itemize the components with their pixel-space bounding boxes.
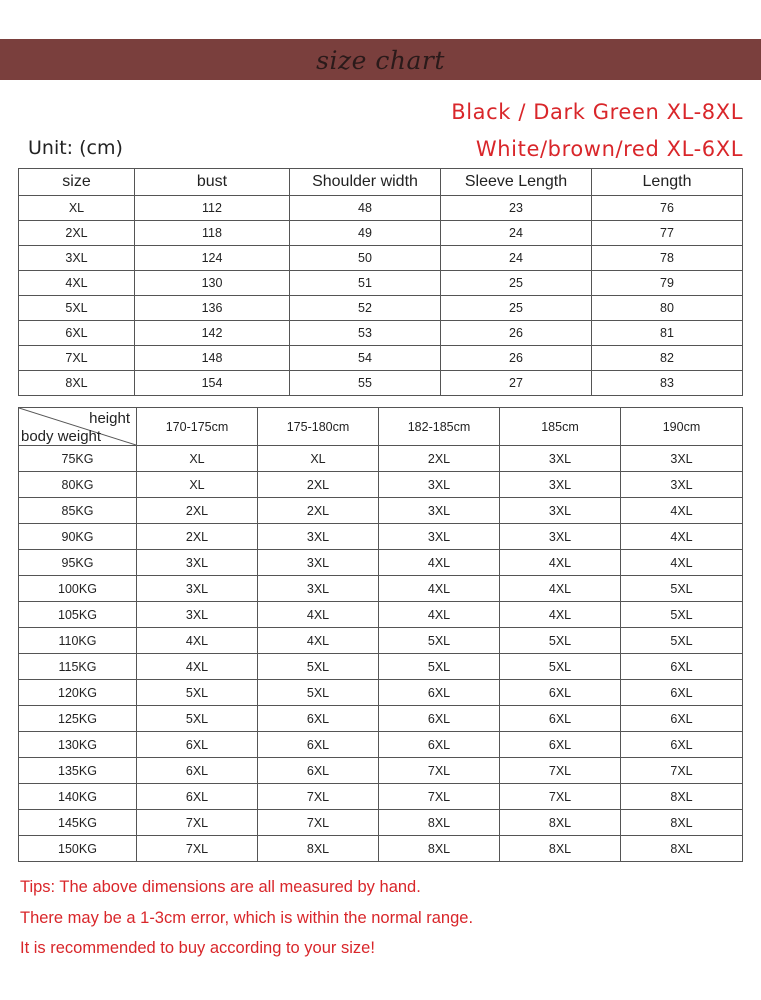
height-header-cell: 185cm [500,408,621,446]
table-row [19,346,743,371]
table-row [19,628,743,654]
size-recommendation-cell: XL [258,446,379,472]
weight-label-cell: 115KG [19,654,137,680]
tip-line-3: It is recommended to buy according to your size! [20,939,375,957]
weight-label-cell: 100KG [19,576,137,602]
size-table-cell: 136 [135,296,290,321]
unit-label: Unit: (cm) [28,137,123,159]
size-recommendation-cell: XL [137,446,258,472]
size-recommendation-cell: 6XL [137,732,258,758]
size-recommendation-cell: 8XL [379,810,500,836]
size-recommendation-cell: 4XL [621,550,743,576]
size-recommendation-cell: 5XL [258,654,379,680]
size-table-cell: 49 [290,221,441,246]
size-recommendation-cell: 3XL [621,446,743,472]
size-table-cell: 25 [441,271,592,296]
size-recommendation-cell: 8XL [379,836,500,862]
table-row [19,550,743,576]
size-table-cell: 4XL [19,271,135,296]
size-recommendation-cell: 5XL [379,628,500,654]
height-header-cell: 170-175cm [137,408,258,446]
size-recommendation-cell: 8XL [258,836,379,862]
size-table-cell: 2XL [19,221,135,246]
size-recommendation-cell: 6XL [137,784,258,810]
weight-label-cell: 95KG [19,550,137,576]
size-measurement-table [18,168,743,396]
size-table-cell: 118 [135,221,290,246]
size-recommendation-cell: 7XL [258,810,379,836]
size-table-cell: 5XL [19,296,135,321]
tip-line-2: There may be a 1-3cm error, which is within the normal range. [20,909,474,927]
size-table-cell: 77 [592,221,743,246]
tip-line-1: Tips: The above dimensions are all measured by hand. [20,878,421,896]
size-table-cell: 26 [441,321,592,346]
size-recommendation-cell: 6XL [137,758,258,784]
size-table-cell: 52 [290,296,441,321]
size-table-cell: 27 [441,371,592,396]
size-table-cell: 76 [592,196,743,221]
size-recommendation-cell: 6XL [621,654,743,680]
size-table-cell: 124 [135,246,290,271]
weight-label-cell: 75KG [19,446,137,472]
weight-label-cell: 85KG [19,498,137,524]
size-recommendation-cell: 4XL [621,524,743,550]
size-recommendation-cell: 2XL [379,446,500,472]
size-recommendation-cell: 8XL [621,810,743,836]
size-recommendation-cell: 6XL [258,706,379,732]
size-table-header-cell: Length [592,169,743,196]
weight-table-header [19,408,743,446]
table-row [19,321,743,346]
size-table-header-cell: Shoulder width [290,169,441,196]
size-table-cell: 26 [441,346,592,371]
size-recommendation-cell: 2XL [137,498,258,524]
size-table-cell: 53 [290,321,441,346]
table-row [19,576,743,602]
size-table-cell: 48 [290,196,441,221]
size-table-header [19,169,743,196]
size-recommendation-cell: 6XL [379,680,500,706]
color-note-light: White/brown/red XL-6XL [475,137,743,161]
weight-label-cell: 135KG [19,758,137,784]
weight-label-cell: 150KG [19,836,137,862]
table-row [19,446,743,472]
weight-label-cell: 80KG [19,472,137,498]
table-row [19,221,743,246]
size-recommendation-cell: 4XL [500,602,621,628]
weight-label-cell: 130KG [19,732,137,758]
size-recommendation-cell: 4XL [500,576,621,602]
table-row [19,654,743,680]
size-recommendation-cell: 4XL [258,628,379,654]
size-recommendation-cell: 3XL [137,576,258,602]
size-recommendation-cell: 2XL [258,472,379,498]
size-table-cell: 148 [135,346,290,371]
size-table-cell: 112 [135,196,290,221]
table-row [19,836,743,862]
size-table-cell: 55 [290,371,441,396]
size-table-cell: 130 [135,271,290,296]
table-row [19,246,743,271]
color-note-dark: Black / Dark Green XL-8XL [451,100,743,124]
weight-label-cell: 125KG [19,706,137,732]
weight-label-cell: 145KG [19,810,137,836]
size-recommendation-cell: 8XL [500,836,621,862]
size-recommendation-cell: 3XL [137,602,258,628]
size-recommendation-cell: 7XL [621,758,743,784]
weight-label-cell: 120KG [19,680,137,706]
size-recommendation-cell: 4XL [379,576,500,602]
size-table-cell: 6XL [19,321,135,346]
size-recommendation-cell: 3XL [500,498,621,524]
size-recommendation-cell: 7XL [137,810,258,836]
size-recommendation-cell: 3XL [500,446,621,472]
table-row [19,296,743,321]
size-recommendation-cell: 5XL [379,654,500,680]
size-table-cell: XL [19,196,135,221]
size-recommendation-cell: 3XL [258,550,379,576]
size-recommendation-cell: XL [137,472,258,498]
table-row [19,784,743,810]
size-recommendation-cell: 6XL [621,732,743,758]
size-recommendation-cell: 3XL [621,472,743,498]
table-row [19,271,743,296]
size-recommendation-cell: 5XL [500,654,621,680]
size-table-cell: 83 [592,371,743,396]
size-recommendation-cell: 8XL [621,836,743,862]
size-table-cell: 50 [290,246,441,271]
size-recommendation-cell: 6XL [500,732,621,758]
size-recommendation-cell: 4XL [500,550,621,576]
size-recommendation-cell: 4XL [137,628,258,654]
title-banner [0,39,761,80]
size-table-cell: 24 [441,221,592,246]
size-table-cell: 8XL [19,371,135,396]
size-recommendation-cell: 6XL [621,680,743,706]
table-row [19,524,743,550]
corner-height-label: height [89,410,130,427]
height-header-cell: 182-185cm [379,408,500,446]
size-recommendation-cell: 6XL [621,706,743,732]
size-table-header-cell: Sleeve Length [441,169,592,196]
size-table-cell: 81 [592,321,743,346]
size-recommendation-cell: 5XL [137,706,258,732]
weight-label-cell: 90KG [19,524,137,550]
size-table-cell: 3XL [19,246,135,271]
size-recommendation-cell: 5XL [258,680,379,706]
table-row [19,196,743,221]
size-table-cell: 7XL [19,346,135,371]
height-header-cell: 175-180cm [258,408,379,446]
size-recommendation-cell: 4XL [621,498,743,524]
table-row [19,472,743,498]
size-table-cell: 82 [592,346,743,371]
size-table-header-cell: size [19,169,135,196]
size-recommendation-cell: 4XL [137,654,258,680]
size-recommendation-cell: 4XL [379,602,500,628]
size-recommendation-cell: 7XL [500,758,621,784]
page-title: size chart [316,46,445,75]
size-recommendation-cell: 3XL [258,576,379,602]
size-recommendation-cell: 8XL [500,810,621,836]
table-row [19,810,743,836]
table-row [19,706,743,732]
weight-height-table [18,407,743,862]
weight-label-cell: 140KG [19,784,137,810]
size-table-cell: 154 [135,371,290,396]
size-recommendation-cell: 6XL [379,706,500,732]
size-recommendation-cell: 5XL [621,628,743,654]
size-recommendation-cell: 5XL [500,628,621,654]
size-recommendation-cell: 6XL [500,680,621,706]
size-recommendation-cell: 7XL [379,784,500,810]
size-recommendation-cell: 7XL [379,758,500,784]
table-row [19,498,743,524]
size-recommendation-cell: 3XL [379,498,500,524]
height-header-cell: 190cm [621,408,743,446]
size-recommendation-cell: 6XL [258,758,379,784]
size-recommendation-cell: 7XL [500,784,621,810]
size-recommendation-cell: 3XL [137,550,258,576]
size-table-cell: 54 [290,346,441,371]
weight-label-cell: 105KG [19,602,137,628]
size-table-cell: 51 [290,271,441,296]
table-row [19,732,743,758]
corner-cell [19,408,137,446]
size-recommendation-cell: 4XL [379,550,500,576]
size-recommendation-cell: 8XL [621,784,743,810]
size-table-cell: 25 [441,296,592,321]
size-recommendation-cell: 5XL [621,602,743,628]
table-row [19,680,743,706]
size-table-header-cell: bust [135,169,290,196]
size-recommendation-cell: 5XL [621,576,743,602]
size-recommendation-cell: 3XL [379,524,500,550]
table-row [19,602,743,628]
size-recommendation-cell: 2XL [137,524,258,550]
weight-label-cell: 110KG [19,628,137,654]
size-recommendation-cell: 3XL [258,524,379,550]
corner-weight-label: body weight [21,428,102,445]
size-table-cell: 79 [592,271,743,296]
table-row [19,371,743,396]
table-row [19,758,743,784]
size-recommendation-cell: 3XL [500,524,621,550]
size-table-cell: 24 [441,246,592,271]
size-table-cell: 23 [441,196,592,221]
size-recommendation-cell: 5XL [137,680,258,706]
size-recommendation-cell: 6XL [379,732,500,758]
size-recommendation-cell: 2XL [258,498,379,524]
size-table-cell: 80 [592,296,743,321]
size-table-cell: 142 [135,321,290,346]
size-recommendation-cell: 4XL [258,602,379,628]
size-recommendation-cell: 7XL [137,836,258,862]
size-recommendation-cell: 7XL [258,784,379,810]
size-recommendation-cell: 6XL [500,706,621,732]
size-table-cell: 78 [592,246,743,271]
size-recommendation-cell: 3XL [379,472,500,498]
size-recommendation-cell: 3XL [500,472,621,498]
size-recommendation-cell: 6XL [258,732,379,758]
